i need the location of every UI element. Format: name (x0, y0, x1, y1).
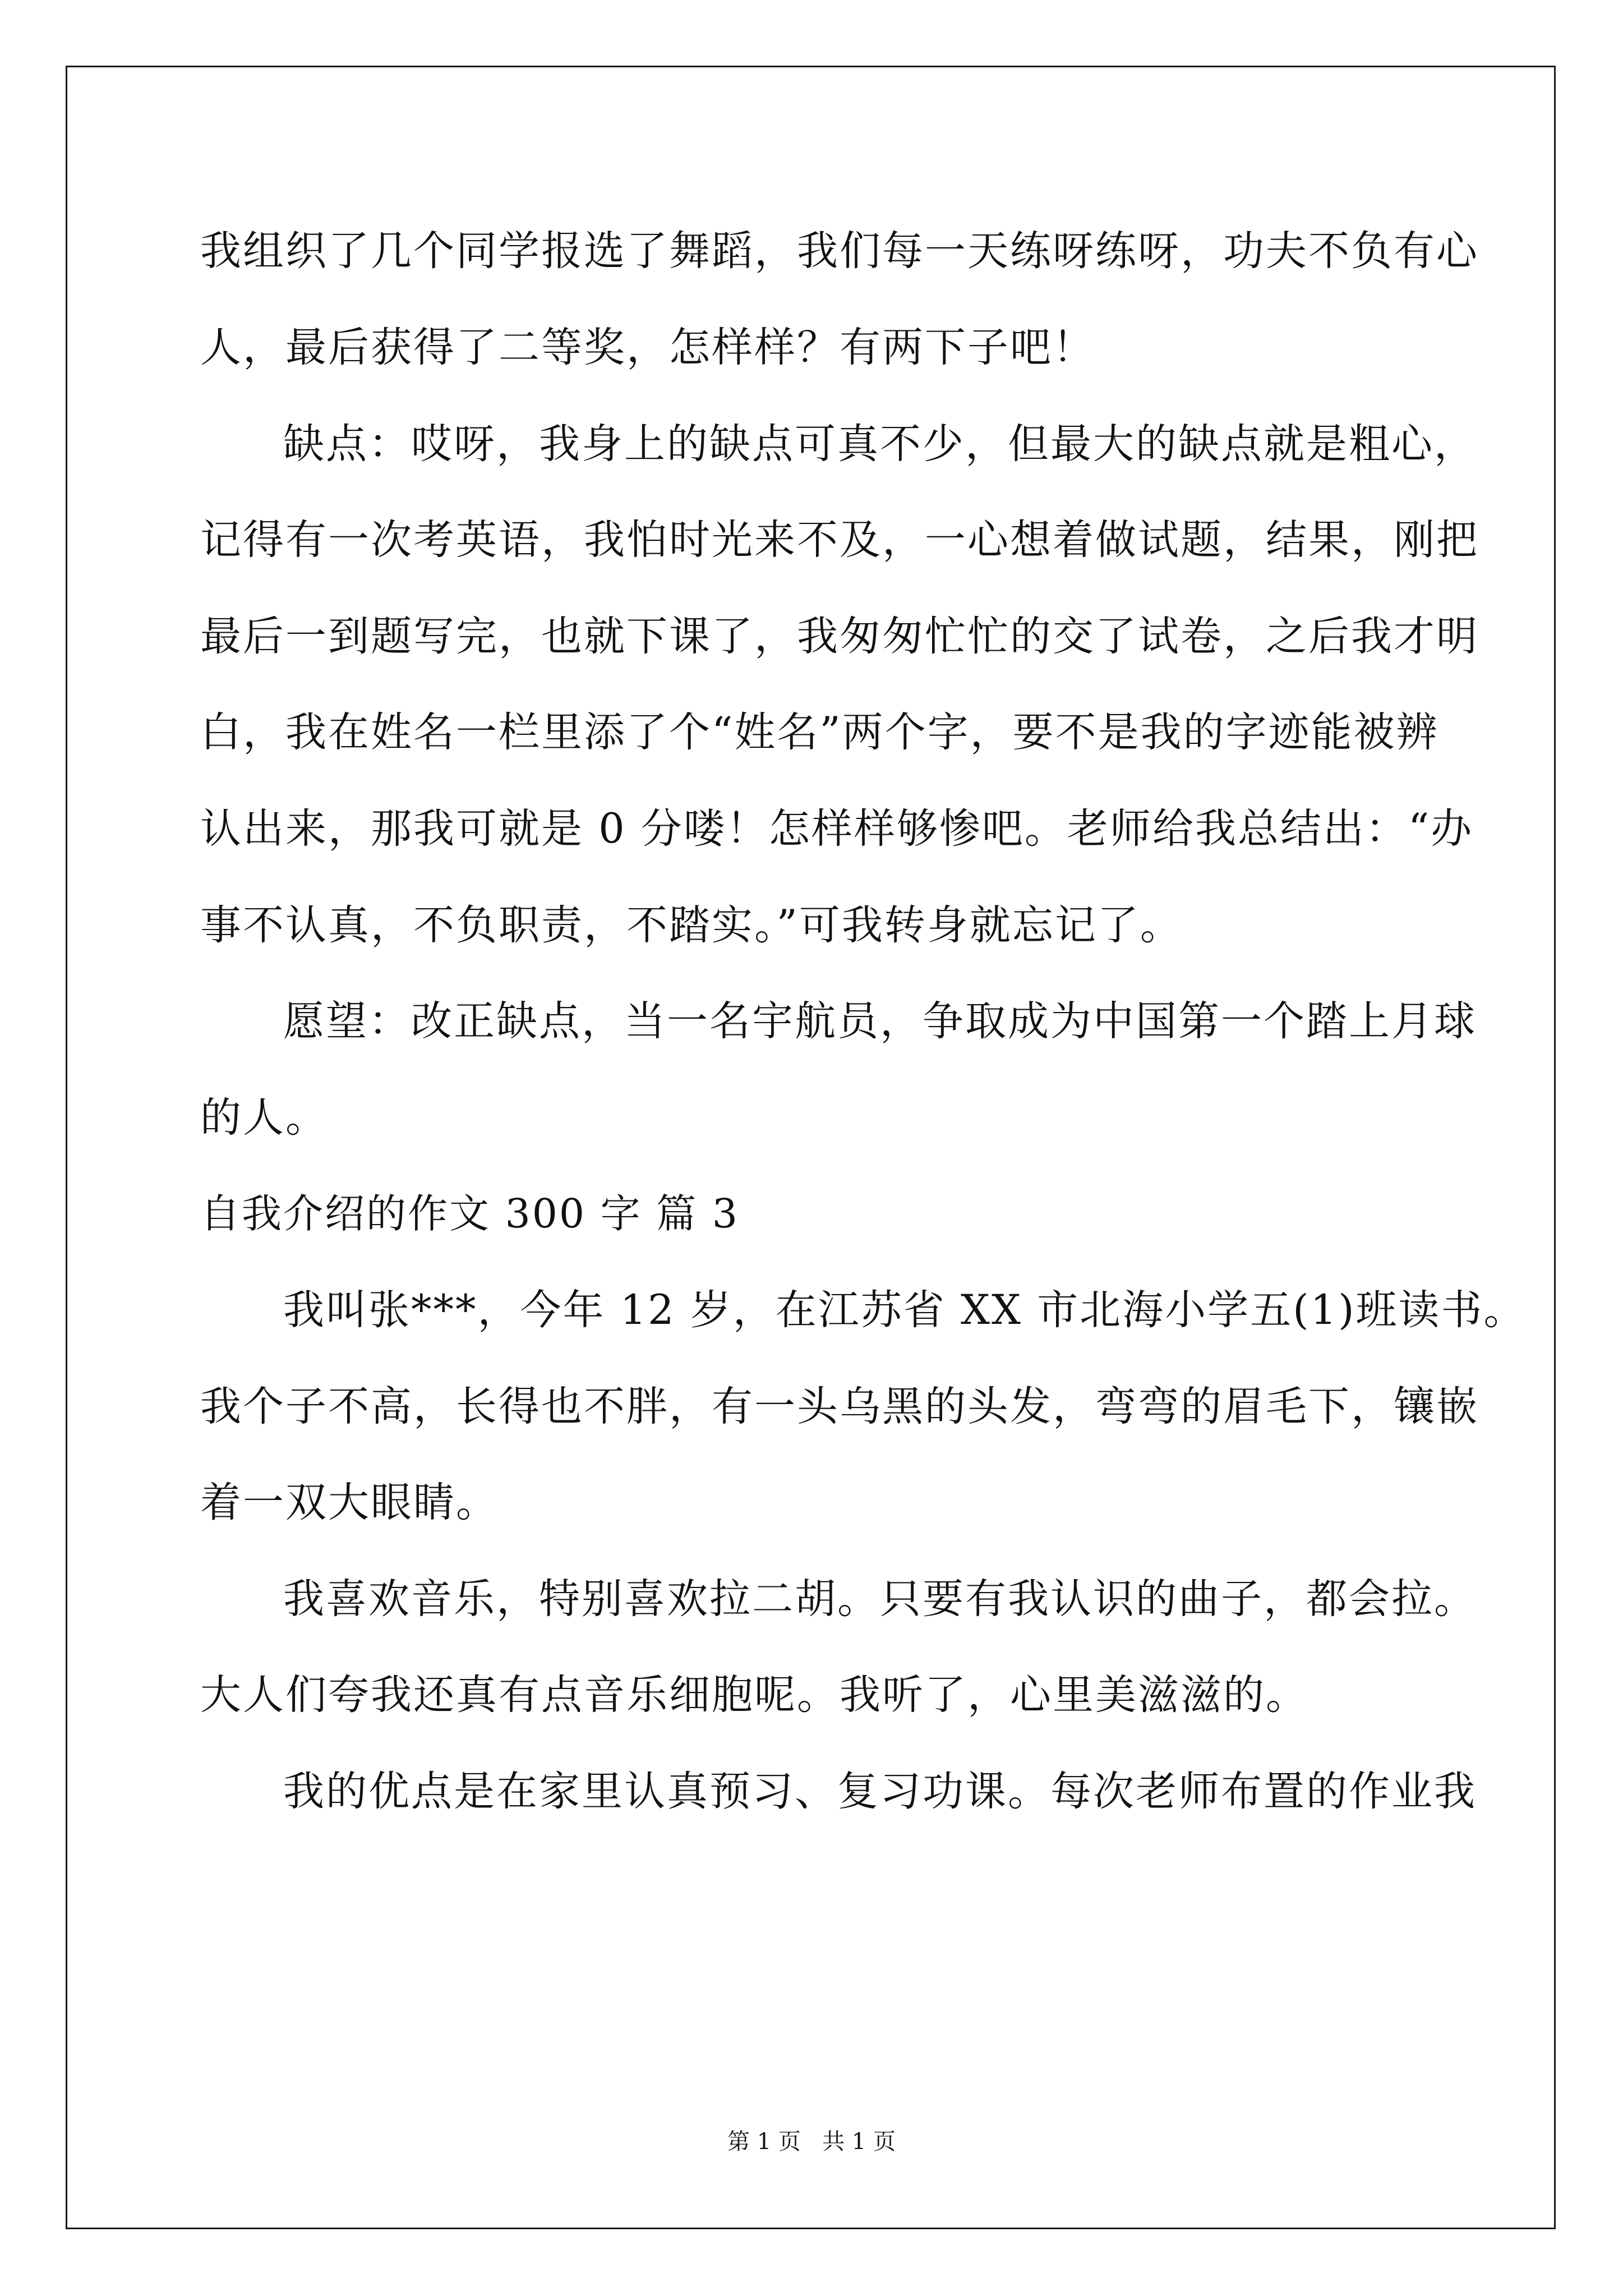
text-line: 我组织了几个同学报选了舞蹈，我们每一天练呀练呀，功夫不负有心 (200, 227, 1479, 275)
text-line: 我叫张***，今年 12 岁，在江苏省 XX 市北海小学五(1)班读书。 (283, 1286, 1527, 1334)
text-line: 我喜欢音乐，特别喜欢拉二胡。只要有我认识的曲子，都会拉。 (283, 1575, 1477, 1623)
text-line: 着一双大眼睛。 (200, 1479, 499, 1526)
text-line: 的人。 (200, 1094, 328, 1142)
text-line: 白，我在姓名一栏里添了个“姓名”两个字，要不是我的字迹能被辨 (200, 708, 1439, 756)
text-line: 事不认真，不负职责，不踏实。”可我转身就忘记了。 (200, 901, 1183, 949)
text-line: 记得有一次考英语，我怕时光来不及，一心想着做试题，结果，刚把 (200, 516, 1479, 564)
text-line: 我个子不高，长得也不胖，有一头乌黑的头发，弯弯的眉毛下，镶嵌 (200, 1383, 1479, 1430)
text-line: 认出来，那我可就是 0 分喽！怎样样够惨吧。老师给我总结出：“办 (200, 805, 1474, 853)
text-line: 缺点：哎呀，我身上的缺点可真不少，但最大的缺点就是粗心， (283, 420, 1477, 468)
text-line: 愿望：改正缺点，当一名宇航员，争取成为中国第一个踏上月球 (283, 997, 1477, 1045)
page-footer: 第 1 页 共 1 页 (727, 2129, 896, 2155)
text-line: 最后一到题写完，也就下课了，我匆匆忙忙的交了试卷，之后我才明 (200, 613, 1479, 660)
text-line: 人，最后获得了二等奖，怎样样？有两下子吧！ (200, 324, 1095, 371)
section-heading: 自我介绍的作文 300 字 篇 3 (200, 1190, 739, 1237)
text-line: 大人们夸我还真有点音乐细胞呢。我听了，心里美滋滋的。 (200, 1671, 1308, 1719)
page-border (66, 66, 1556, 2229)
text-line: 我的优点是在家里认真预习、复习功课。每次老师布置的作业我 (283, 1768, 1477, 1815)
